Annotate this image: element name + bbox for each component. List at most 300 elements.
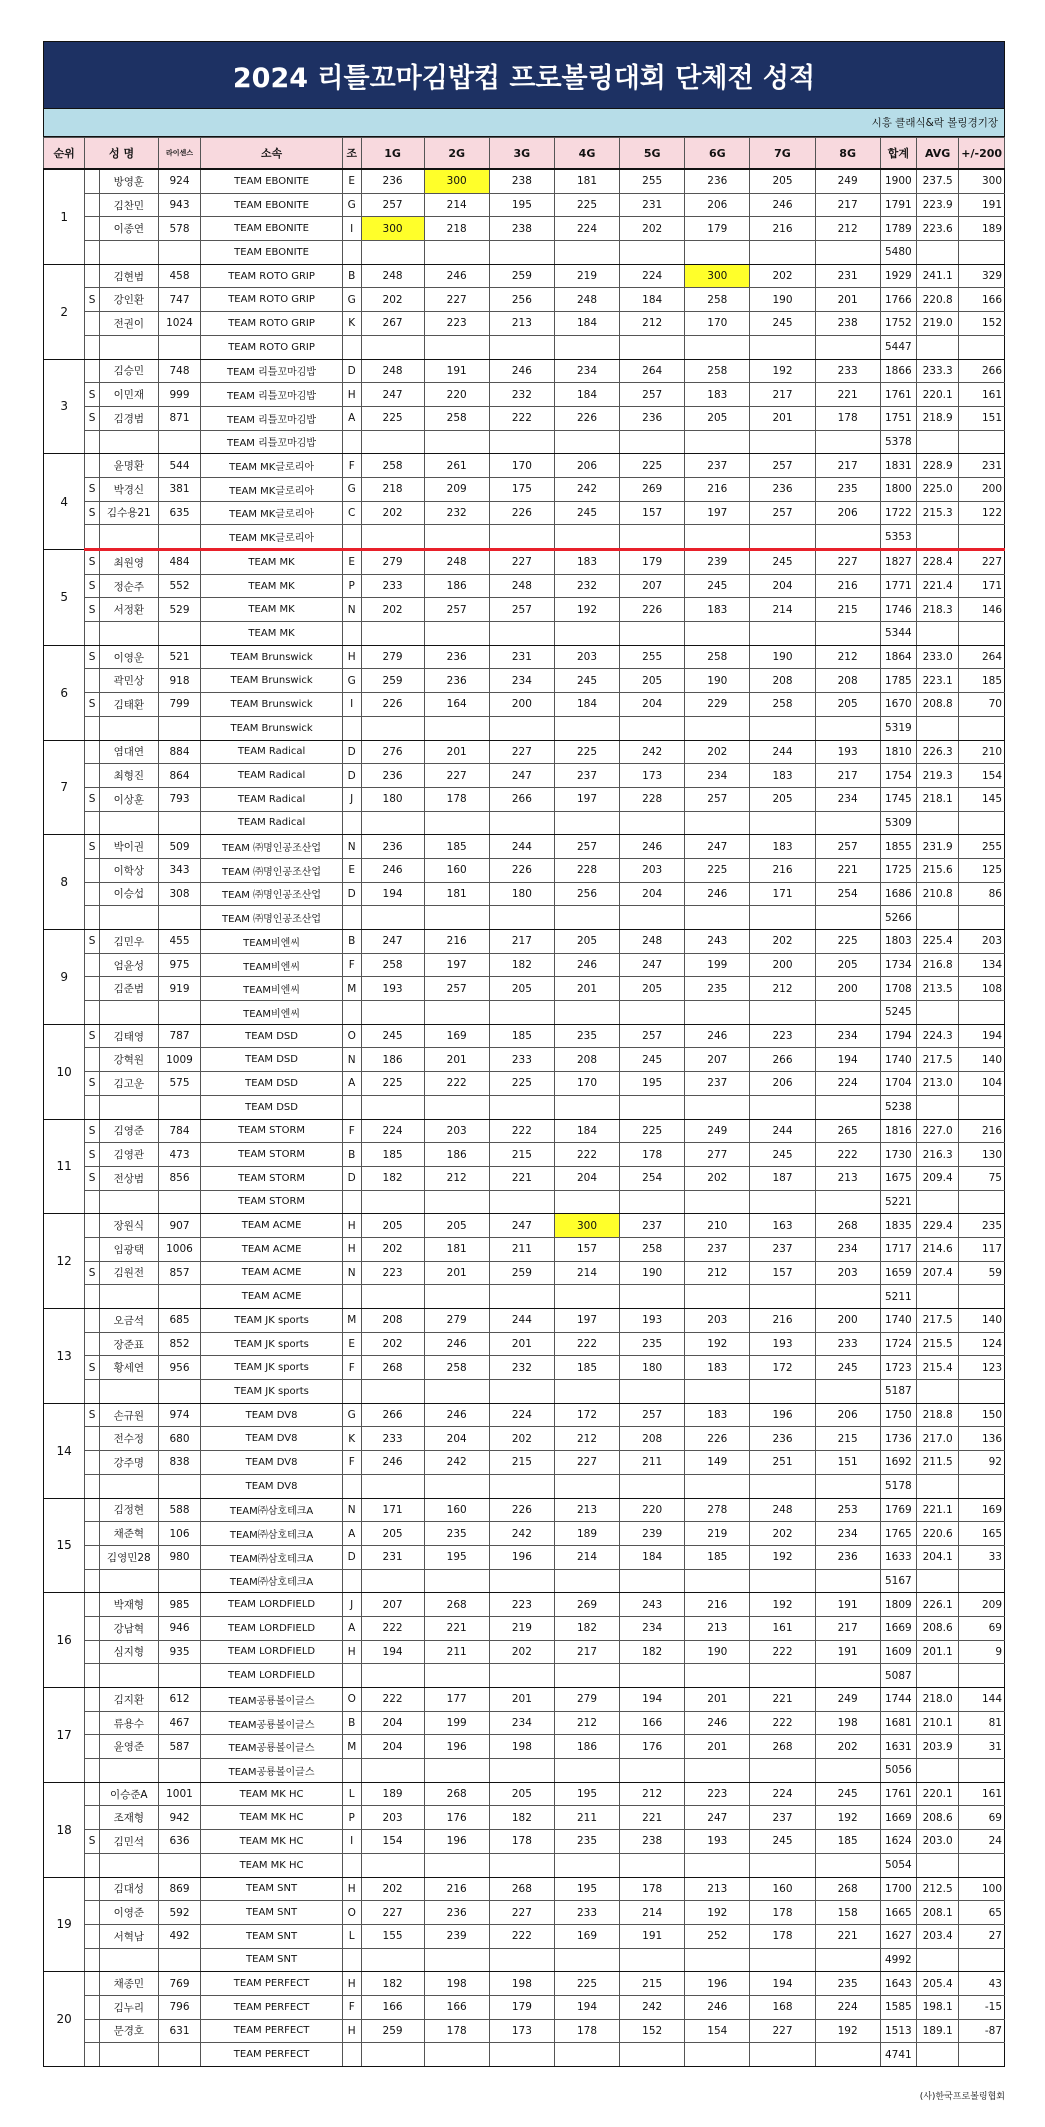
team-name: TEAM Radical bbox=[201, 811, 343, 835]
player-name: 장준표 bbox=[99, 1332, 158, 1356]
average-score: 220.8 bbox=[916, 288, 958, 312]
seed-mark bbox=[85, 193, 99, 217]
game-score: 249 bbox=[685, 1119, 750, 1143]
game-score: 216 bbox=[685, 477, 750, 501]
player-row bbox=[44, 1403, 1005, 1427]
average-score bbox=[916, 716, 958, 740]
player-name: 전상범 bbox=[99, 1166, 158, 1190]
license-number bbox=[158, 1664, 200, 1688]
rank-cell: 6 bbox=[44, 645, 85, 740]
average-score: 218.8 bbox=[916, 1403, 958, 1427]
license-number: 592 bbox=[158, 1901, 200, 1925]
game-score: 214 bbox=[554, 1261, 619, 1285]
total-score: 1745 bbox=[880, 787, 916, 811]
average-score: 221.4 bbox=[916, 574, 958, 598]
game-score bbox=[815, 1190, 880, 1214]
game-score: 178 bbox=[424, 787, 489, 811]
game-score: 157 bbox=[620, 501, 685, 525]
plus-minus bbox=[959, 1853, 1005, 1877]
game-score: 202 bbox=[750, 930, 815, 954]
game-score: 279 bbox=[361, 645, 424, 669]
game-score: 213 bbox=[489, 312, 554, 336]
player-name: 김수용21 bbox=[99, 501, 158, 525]
game-score: 182 bbox=[620, 1640, 685, 1664]
player-row bbox=[44, 1545, 1005, 1569]
game-score: 202 bbox=[361, 288, 424, 312]
game-score: 277 bbox=[685, 1143, 750, 1167]
game-score: 195 bbox=[489, 193, 554, 217]
team-name: TEAM MK bbox=[201, 598, 343, 622]
team-total-row bbox=[44, 1285, 1005, 1309]
team-name: TEAM㈜삼호테크A bbox=[201, 1569, 343, 1593]
rank-cell: 15 bbox=[44, 1498, 85, 1593]
player-row bbox=[44, 1309, 1005, 1333]
game-score: 208 bbox=[815, 669, 880, 693]
seed-mark: S bbox=[85, 1261, 99, 1285]
game-score bbox=[750, 335, 815, 359]
game-score: 245 bbox=[815, 1782, 880, 1806]
player-row bbox=[44, 1048, 1005, 1072]
license-number bbox=[158, 1759, 200, 1783]
game-score bbox=[685, 1759, 750, 1783]
game-score: 217 bbox=[815, 764, 880, 788]
total-score: 1761 bbox=[880, 383, 916, 407]
license-number bbox=[158, 1853, 200, 1877]
game-score: 190 bbox=[685, 669, 750, 693]
seed-mark: S bbox=[85, 598, 99, 622]
plus-minus: 209 bbox=[959, 1593, 1005, 1617]
game-score: 268 bbox=[424, 1593, 489, 1617]
game-score: 205 bbox=[489, 1782, 554, 1806]
average-score: 216.8 bbox=[916, 953, 958, 977]
game-score: 201 bbox=[489, 1688, 554, 1712]
average-score: 203.0 bbox=[916, 1830, 958, 1854]
player-name: 최원영 bbox=[99, 550, 158, 575]
seed-mark: S bbox=[85, 930, 99, 954]
seed-mark bbox=[85, 1972, 99, 1996]
game-score: 204 bbox=[750, 574, 815, 598]
game-score: 268 bbox=[815, 1877, 880, 1901]
game-score: 246 bbox=[424, 1332, 489, 1356]
seed-mark: S bbox=[85, 645, 99, 669]
game-score bbox=[620, 241, 685, 265]
game-score: 221 bbox=[815, 383, 880, 407]
plus-minus: 185 bbox=[959, 669, 1005, 693]
license-number: 784 bbox=[158, 1119, 200, 1143]
team-total-row bbox=[44, 1853, 1005, 1877]
squad-code: P bbox=[342, 1806, 361, 1830]
license-number: 587 bbox=[158, 1735, 200, 1759]
game-score bbox=[685, 2043, 750, 2067]
team-total-score: 4741 bbox=[880, 2043, 916, 2067]
squad-code: E bbox=[342, 550, 361, 575]
seed-mark bbox=[85, 977, 99, 1001]
game-score bbox=[750, 1569, 815, 1593]
plus-minus bbox=[959, 716, 1005, 740]
squad-code bbox=[342, 1664, 361, 1688]
license-number: 918 bbox=[158, 669, 200, 693]
average-score bbox=[916, 1948, 958, 1972]
header-g2: 2G bbox=[424, 138, 489, 170]
game-score bbox=[685, 335, 750, 359]
game-score: 166 bbox=[424, 1995, 489, 2019]
plus-minus: 122 bbox=[959, 501, 1005, 525]
player-name: 김준범 bbox=[99, 977, 158, 1001]
plus-minus: 140 bbox=[959, 1309, 1005, 1333]
average-score bbox=[916, 2043, 958, 2067]
game-score bbox=[554, 1853, 619, 1877]
license-number: 381 bbox=[158, 477, 200, 501]
game-score: 236 bbox=[750, 1427, 815, 1451]
license-number: 484 bbox=[158, 550, 200, 575]
game-score: 246 bbox=[685, 1711, 750, 1735]
game-score bbox=[815, 335, 880, 359]
player-name bbox=[99, 1001, 158, 1025]
plus-minus bbox=[959, 1285, 1005, 1309]
game-score bbox=[815, 2043, 880, 2067]
license-number: 838 bbox=[158, 1451, 200, 1475]
team-name: TEAM Brunswick bbox=[201, 669, 343, 693]
game-score: 211 bbox=[489, 1237, 554, 1261]
game-score bbox=[489, 1759, 554, 1783]
player-row bbox=[44, 1972, 1005, 1996]
header-total: 합계 bbox=[880, 138, 916, 170]
average-score: 223.6 bbox=[916, 217, 958, 241]
player-row bbox=[44, 1119, 1005, 1143]
seed-mark bbox=[85, 1853, 99, 1877]
seed-mark bbox=[85, 669, 99, 693]
team-total-score: 5480 bbox=[880, 241, 916, 265]
average-score: 201.1 bbox=[916, 1640, 958, 1664]
game-score: 157 bbox=[750, 1261, 815, 1285]
game-score: 249 bbox=[815, 169, 880, 193]
game-score: 160 bbox=[424, 1498, 489, 1522]
game-score: 194 bbox=[554, 1995, 619, 2019]
game-score: 245 bbox=[815, 1356, 880, 1380]
game-score: 246 bbox=[554, 953, 619, 977]
total-score: 1734 bbox=[880, 953, 916, 977]
game-score: 221 bbox=[489, 1166, 554, 1190]
game-score: 245 bbox=[685, 574, 750, 598]
game-score: 173 bbox=[489, 2019, 554, 2043]
game-score: 206 bbox=[815, 1403, 880, 1427]
plus-minus: 210 bbox=[959, 740, 1005, 764]
team-total-row bbox=[44, 1948, 1005, 1972]
team-name: TEAM㈜삼호테크A bbox=[201, 1522, 343, 1546]
game-score bbox=[489, 1853, 554, 1877]
team-total-score: 5378 bbox=[880, 430, 916, 454]
seed-mark bbox=[85, 1806, 99, 1830]
plus-minus: 69 bbox=[959, 1806, 1005, 1830]
game-score: 166 bbox=[361, 1995, 424, 2019]
squad-code: L bbox=[342, 1782, 361, 1806]
total-score: 1624 bbox=[880, 1830, 916, 1854]
total-score: 1700 bbox=[880, 1877, 916, 1901]
squad-code bbox=[342, 1095, 361, 1119]
total-score: 1670 bbox=[880, 693, 916, 717]
player-row bbox=[44, 835, 1005, 859]
team-name: TEAM STORM bbox=[201, 1166, 343, 1190]
player-name bbox=[99, 1664, 158, 1688]
player-name: 강남혁 bbox=[99, 1616, 158, 1640]
plus-minus: 100 bbox=[959, 1877, 1005, 1901]
license-number: 907 bbox=[158, 1214, 200, 1238]
average-score: 218.3 bbox=[916, 598, 958, 622]
game-score: 257 bbox=[554, 835, 619, 859]
header-g8: 8G bbox=[815, 138, 880, 170]
squad-code: I bbox=[342, 217, 361, 241]
team-total-score: 5353 bbox=[880, 525, 916, 550]
squad-code bbox=[342, 2043, 361, 2067]
total-score: 1708 bbox=[880, 977, 916, 1001]
game-score: 205 bbox=[620, 977, 685, 1001]
license-number bbox=[158, 525, 200, 550]
squad-code bbox=[342, 430, 361, 454]
game-score: 279 bbox=[554, 1688, 619, 1712]
game-score: 209 bbox=[424, 477, 489, 501]
game-score: 198 bbox=[489, 1735, 554, 1759]
game-score: 226 bbox=[685, 1427, 750, 1451]
game-score: 227 bbox=[489, 740, 554, 764]
squad-code: A bbox=[342, 1522, 361, 1546]
average-score: 213.0 bbox=[916, 1072, 958, 1096]
squad-code: H bbox=[342, 1237, 361, 1261]
game-score bbox=[685, 716, 750, 740]
game-score: 160 bbox=[424, 858, 489, 882]
total-score: 1809 bbox=[880, 1593, 916, 1617]
squad-code: D bbox=[342, 359, 361, 383]
game-score: 233 bbox=[361, 574, 424, 598]
squad-code: E bbox=[342, 858, 361, 882]
team-total-score: 5056 bbox=[880, 1759, 916, 1783]
player-row bbox=[44, 1995, 1005, 2019]
total-score: 1724 bbox=[880, 1332, 916, 1356]
average-score: 225.0 bbox=[916, 477, 958, 501]
game-score: 202 bbox=[685, 1166, 750, 1190]
game-score bbox=[685, 430, 750, 454]
plus-minus: 92 bbox=[959, 1451, 1005, 1475]
game-score: 237 bbox=[620, 1214, 685, 1238]
seed-mark bbox=[85, 1877, 99, 1901]
game-score bbox=[685, 241, 750, 265]
game-score: 170 bbox=[554, 1072, 619, 1096]
squad-code: F bbox=[342, 454, 361, 478]
average-score: 213.5 bbox=[916, 977, 958, 1001]
seed-mark bbox=[85, 430, 99, 454]
total-score: 1929 bbox=[880, 264, 916, 288]
game-score bbox=[424, 622, 489, 646]
plus-minus: 144 bbox=[959, 1688, 1005, 1712]
game-score bbox=[424, 906, 489, 930]
squad-code: A bbox=[342, 1072, 361, 1096]
game-score: 227 bbox=[424, 764, 489, 788]
game-score: 222 bbox=[489, 406, 554, 430]
game-score: 225 bbox=[554, 1972, 619, 1996]
game-score: 185 bbox=[424, 835, 489, 859]
squad-code bbox=[342, 1285, 361, 1309]
average-score bbox=[916, 1569, 958, 1593]
player-name: 박재형 bbox=[99, 1593, 158, 1617]
game-score: 216 bbox=[685, 1593, 750, 1617]
squad-code: D bbox=[342, 882, 361, 906]
seed-mark bbox=[85, 1285, 99, 1309]
team-name: TEAM비엔씨 bbox=[201, 1001, 343, 1025]
game-score: 202 bbox=[361, 1237, 424, 1261]
average-score: 223.1 bbox=[916, 669, 958, 693]
game-score: 222 bbox=[424, 1072, 489, 1096]
player-name: 김정현 bbox=[99, 1498, 158, 1522]
game-score bbox=[424, 1095, 489, 1119]
player-name: 김영민28 bbox=[99, 1545, 158, 1569]
license-number: 924 bbox=[158, 169, 200, 193]
header-g7: 7G bbox=[750, 138, 815, 170]
game-score: 204 bbox=[424, 1427, 489, 1451]
squad-code: G bbox=[342, 288, 361, 312]
team-total-row bbox=[44, 906, 1005, 930]
squad-code: N bbox=[342, 1261, 361, 1285]
seed-mark bbox=[85, 1759, 99, 1783]
total-score: 1831 bbox=[880, 454, 916, 478]
game-score: 202 bbox=[750, 1522, 815, 1546]
team-total-row bbox=[44, 1190, 1005, 1214]
game-score bbox=[554, 906, 619, 930]
game-score bbox=[361, 335, 424, 359]
game-score: 228 bbox=[554, 858, 619, 882]
game-score: 178 bbox=[750, 1924, 815, 1948]
game-score: 236 bbox=[620, 406, 685, 430]
average-score: 208.1 bbox=[916, 1901, 958, 1925]
rank-cell: 2 bbox=[44, 264, 85, 359]
game-score: 214 bbox=[750, 598, 815, 622]
player-row bbox=[44, 1711, 1005, 1735]
game-score: 234 bbox=[620, 1616, 685, 1640]
game-score: 191 bbox=[620, 1924, 685, 1948]
game-score: 236 bbox=[424, 645, 489, 669]
total-score: 1746 bbox=[880, 598, 916, 622]
game-score bbox=[620, 622, 685, 646]
venue-label: 시흥 클래식&락 볼링경기장 bbox=[43, 109, 1005, 137]
plus-minus: 130 bbox=[959, 1143, 1005, 1167]
player-row bbox=[44, 1830, 1005, 1854]
license-number: 799 bbox=[158, 693, 200, 717]
team-name: TEAM 리틀꼬마김밥 bbox=[201, 383, 343, 407]
game-score: 183 bbox=[750, 835, 815, 859]
player-name: 이승준A bbox=[99, 1782, 158, 1806]
game-score: 180 bbox=[361, 787, 424, 811]
squad-code: F bbox=[342, 1995, 361, 2019]
plus-minus: 161 bbox=[959, 383, 1005, 407]
seed-mark bbox=[85, 1451, 99, 1475]
squad-code: P bbox=[342, 574, 361, 598]
game-score: 184 bbox=[554, 383, 619, 407]
game-score: 201 bbox=[685, 1735, 750, 1759]
game-score: 179 bbox=[620, 550, 685, 575]
game-score: 171 bbox=[750, 882, 815, 906]
game-score: 178 bbox=[815, 406, 880, 430]
game-score: 245 bbox=[750, 312, 815, 336]
total-score: 1785 bbox=[880, 669, 916, 693]
game-score: 192 bbox=[750, 359, 815, 383]
game-score: 248 bbox=[424, 550, 489, 575]
game-score bbox=[489, 1474, 554, 1498]
license-number: 458 bbox=[158, 264, 200, 288]
team-name: TEAM Radical bbox=[201, 740, 343, 764]
game-score: 223 bbox=[750, 1024, 815, 1048]
game-score: 248 bbox=[361, 264, 424, 288]
team-name: TEAM Brunswick bbox=[201, 645, 343, 669]
game-score: 246 bbox=[685, 882, 750, 906]
average-score bbox=[916, 1190, 958, 1214]
rank-cell: 10 bbox=[44, 1024, 85, 1119]
game-score: 190 bbox=[620, 1261, 685, 1285]
game-score: 267 bbox=[361, 312, 424, 336]
game-score: 185 bbox=[554, 1356, 619, 1380]
total-score: 1631 bbox=[880, 1735, 916, 1759]
game-score: 245 bbox=[750, 1830, 815, 1854]
game-score: 202 bbox=[815, 1735, 880, 1759]
squad-code: A bbox=[342, 406, 361, 430]
team-name: TEAM MK글로리아 bbox=[201, 454, 343, 478]
game-score bbox=[489, 1380, 554, 1404]
team-total-score: 5178 bbox=[880, 1474, 916, 1498]
team-name: TEAM DV8 bbox=[201, 1427, 343, 1451]
game-score: 225 bbox=[554, 193, 619, 217]
game-score: 195 bbox=[620, 1072, 685, 1096]
game-score: 257 bbox=[424, 977, 489, 1001]
game-score: 218 bbox=[361, 477, 424, 501]
license-number: 1009 bbox=[158, 1048, 200, 1072]
game-score: 246 bbox=[424, 264, 489, 288]
average-score: 215.6 bbox=[916, 858, 958, 882]
squad-code bbox=[342, 1474, 361, 1498]
game-score: 242 bbox=[620, 740, 685, 764]
game-score: 205 bbox=[361, 1214, 424, 1238]
game-score: 258 bbox=[424, 406, 489, 430]
player-name bbox=[99, 1380, 158, 1404]
results-table bbox=[43, 137, 1005, 2067]
team-name: TEAM MK글로리아 bbox=[201, 525, 343, 550]
squad-code: I bbox=[342, 693, 361, 717]
player-row bbox=[44, 645, 1005, 669]
game-score: 258 bbox=[750, 693, 815, 717]
game-score bbox=[424, 1664, 489, 1688]
game-score: 217 bbox=[554, 1640, 619, 1664]
header-g4: 4G bbox=[554, 138, 619, 170]
player-row bbox=[44, 1072, 1005, 1096]
player-name: 이상훈 bbox=[99, 787, 158, 811]
game-score: 279 bbox=[424, 1309, 489, 1333]
seed-mark bbox=[85, 953, 99, 977]
game-score: 238 bbox=[489, 217, 554, 241]
game-score: 202 bbox=[361, 598, 424, 622]
game-score bbox=[750, 1948, 815, 1972]
total-score: 1723 bbox=[880, 1356, 916, 1380]
plus-minus: 140 bbox=[959, 1048, 1005, 1072]
team-name: TEAM MK bbox=[201, 574, 343, 598]
plus-minus: 104 bbox=[959, 1072, 1005, 1096]
squad-code bbox=[342, 335, 361, 359]
license-number: 529 bbox=[158, 598, 200, 622]
total-score: 1675 bbox=[880, 1166, 916, 1190]
player-name: 강인환 bbox=[99, 288, 158, 312]
squad-code: O bbox=[342, 1901, 361, 1925]
squad-code: G bbox=[342, 193, 361, 217]
player-row bbox=[44, 1498, 1005, 1522]
seed-mark: S bbox=[85, 1119, 99, 1143]
game-score: 242 bbox=[554, 477, 619, 501]
total-score: 1789 bbox=[880, 217, 916, 241]
plus-minus: 151 bbox=[959, 406, 1005, 430]
